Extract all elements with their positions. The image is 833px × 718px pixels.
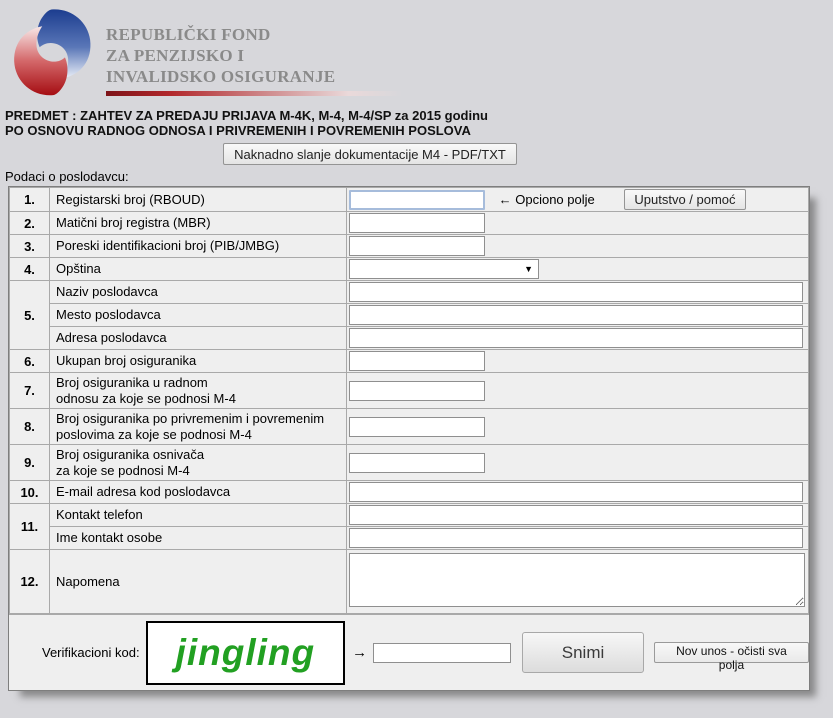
table-row bbox=[10, 235, 809, 258]
row-label: Adresa poslodavca bbox=[50, 327, 347, 350]
table-row bbox=[10, 350, 809, 373]
municipality-select[interactable] bbox=[349, 259, 539, 279]
row-label: Kontakt telefon bbox=[50, 504, 347, 527]
late-submission-button[interactable]: Naknadno slanje dokumentacije M4 - PDF/TXT bbox=[223, 143, 517, 165]
row-number: 4. bbox=[10, 258, 50, 281]
email-field[interactable] bbox=[349, 482, 803, 502]
verification-section bbox=[9, 614, 809, 690]
fund-name-line2: ZA PENZIJSKO I bbox=[106, 46, 245, 65]
table-row bbox=[10, 258, 809, 281]
row-label: Ime kontakt osobe bbox=[50, 527, 347, 550]
table-row bbox=[10, 327, 809, 350]
company-registry-number-input[interactable] bbox=[349, 213, 485, 233]
row-label: Napomena bbox=[50, 550, 347, 614]
row-number: 5. bbox=[10, 281, 50, 350]
table-row bbox=[10, 504, 809, 527]
row-number: 6. bbox=[10, 350, 50, 373]
tax-id-input[interactable] bbox=[349, 236, 485, 256]
clear-form-button[interactable]: Nov unos - očisti sva polja bbox=[654, 642, 809, 663]
page-header bbox=[0, 0, 833, 102]
row-label: Matični broj registra (MBR) bbox=[50, 212, 347, 235]
employment-insured-count-input[interactable] bbox=[349, 381, 485, 401]
table-row bbox=[10, 373, 809, 409]
contact-phone-input[interactable] bbox=[349, 505, 803, 525]
table-row bbox=[10, 304, 809, 327]
row-label: E-mail adresa kod poslodavca bbox=[50, 481, 347, 504]
employer-city-input[interactable] bbox=[349, 305, 803, 325]
fund-name-line1: REPUBLIČKI FOND bbox=[106, 25, 271, 44]
row-number: 3. bbox=[10, 235, 50, 258]
employer-name-input[interactable] bbox=[349, 282, 803, 302]
row-label: Broj osiguranika osnivača za koje se podnosi M-4 bbox=[50, 445, 347, 481]
founder-insured-count-input[interactable] bbox=[349, 453, 485, 473]
verification-label: Verifikacioni kod: bbox=[42, 645, 140, 660]
row-label: Broj osiguranika po privremenim i povremenim poslovima za koje se podnosi M-4 bbox=[50, 409, 347, 445]
form-table bbox=[9, 187, 809, 614]
contact-person-input[interactable] bbox=[349, 528, 803, 548]
registration-number-input[interactable] bbox=[349, 190, 485, 210]
employer-address-input[interactable] bbox=[349, 328, 803, 348]
remarks-textarea[interactable] bbox=[349, 553, 805, 607]
employer-form-panel bbox=[8, 186, 810, 691]
row-label: Poreski identifikacioni broj (PIB/JMBG) bbox=[50, 235, 347, 258]
row-number: 12. bbox=[10, 550, 50, 614]
row-label: Broj osiguranika u radnom odnosu za koje se podnosi M-4 bbox=[50, 373, 347, 409]
fund-name bbox=[106, 24, 402, 87]
table-row bbox=[10, 409, 809, 445]
subject-line1: PREDMET : ZAHTEV ZA PREDAJU PRIJAVA M-4K, M-4, M-4/SP za 2015 godinu bbox=[5, 108, 488, 123]
row-label: Registarski broj (RBOUD) bbox=[50, 188, 347, 212]
row-label: Naziv poslodavca bbox=[50, 281, 347, 304]
table-row bbox=[10, 188, 809, 212]
chevron-down-icon: ▼ bbox=[524, 264, 533, 274]
row-number: 7. bbox=[10, 373, 50, 409]
employer-section-label: Podaci o poslodavcu: bbox=[5, 169, 129, 184]
captcha-image bbox=[146, 621, 346, 685]
help-button[interactable]: Uputstvo / pomoć bbox=[624, 189, 745, 210]
save-button[interactable]: Snimi bbox=[522, 632, 644, 673]
right-arrow-icon: → bbox=[352, 644, 368, 661]
optional-field-note: ← Opciono polje bbox=[498, 192, 595, 207]
rfpio-logo-icon bbox=[12, 6, 96, 102]
row-label: Opština bbox=[50, 258, 347, 281]
table-row bbox=[10, 212, 809, 235]
row-label: Mesto poslodavca bbox=[50, 304, 347, 327]
row-number: 11. bbox=[10, 504, 50, 550]
total-insured-count-input[interactable] bbox=[349, 351, 485, 371]
row-number: 9. bbox=[10, 445, 50, 481]
table-row bbox=[10, 550, 809, 614]
verification-code-input[interactable] bbox=[373, 643, 511, 663]
table-row bbox=[10, 445, 809, 481]
captcha-text: jingling bbox=[175, 631, 316, 673]
row-number: 2. bbox=[10, 212, 50, 235]
row-number: 1. bbox=[10, 188, 50, 212]
page-title bbox=[5, 109, 833, 138]
table-row bbox=[10, 281, 809, 304]
temporary-jobs-insured-count-input[interactable] bbox=[349, 417, 485, 437]
row-number: 8. bbox=[10, 409, 50, 445]
table-row bbox=[10, 527, 809, 550]
row-number: 10. bbox=[10, 481, 50, 504]
subject-line2: PO OSNOVU RADNOG ODNOSA I PRIVREMENIH I POVREMENIH POSLOVA bbox=[5, 122, 471, 138]
fund-name-line3: INVALIDSKO OSIGURANJE bbox=[106, 67, 336, 86]
table-row bbox=[10, 481, 809, 504]
red-accent-line bbox=[106, 91, 402, 96]
row-label: Ukupan broj osiguranika bbox=[50, 350, 347, 373]
